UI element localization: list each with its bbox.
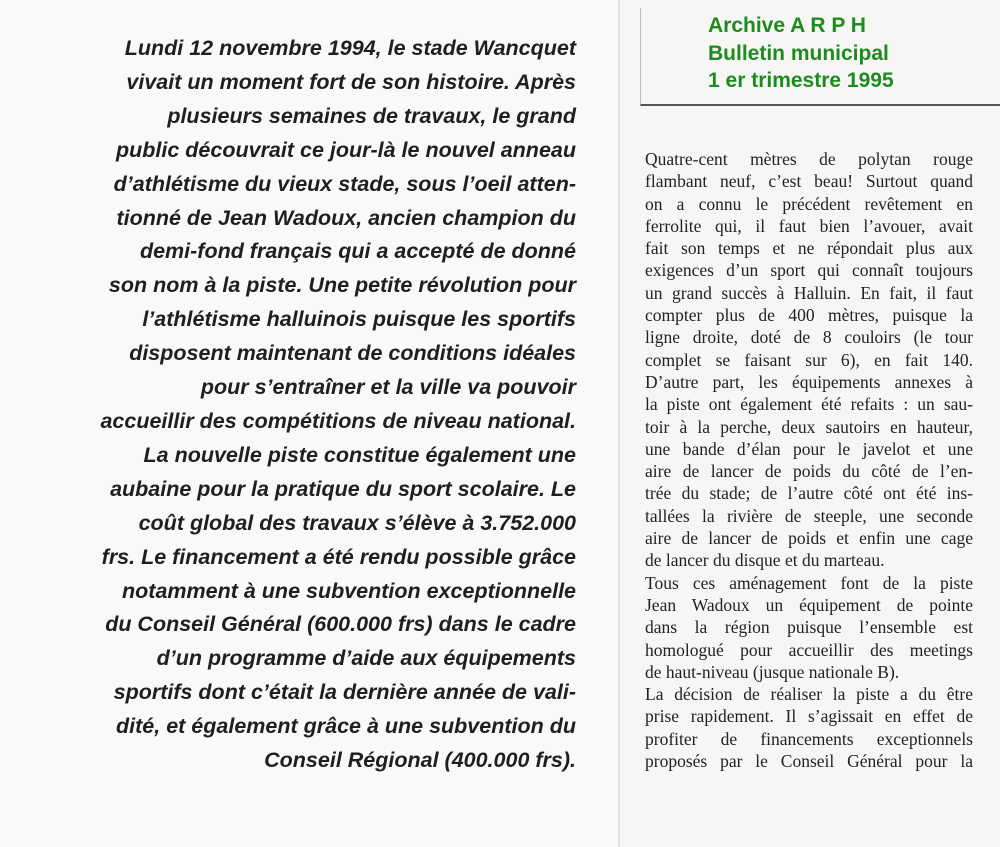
left-article-line: disposent maintenant de conditions idéales <box>129 341 576 366</box>
right-article-line: toir à la perche, deux sautoirs en hauteur, <box>645 416 973 437</box>
right-article-line: Quatre-cent mètres de polytan rouge <box>645 149 973 169</box>
left-article-line: Conseil Régional (400.000 frs). <box>264 748 576 773</box>
right-article-line: D’autre part, les équipements annexes à <box>645 371 973 392</box>
right-article-line: prise rapidement. Il s’agissait en effet de <box>645 706 973 727</box>
left-article-line: vivait un moment fort de son histoire. Après <box>126 69 576 94</box>
left-article-line: notamment à une subvention exceptionnelle <box>122 578 576 603</box>
right-article-line: exigences d’un sport qui connaît toujours <box>645 260 973 281</box>
left-article-line: dité, et également grâce à une subvention du <box>116 714 576 739</box>
right-article-line: Jean Wadoux un équipement de pointe <box>645 594 973 615</box>
left-article-line: Lundi 12 novembre 1994, le stade Wancquet <box>124 36 576 60</box>
archive-title: Archive A R P H <box>708 14 866 37</box>
right-article-line: on a connu le précédent revêtement en <box>645 193 973 214</box>
right-article-line: dans la région puisque l’ensemble est <box>645 617 973 638</box>
left-article-line: du Conseil Général (600.000 frs) dans le cadre <box>105 612 576 637</box>
left-article <box>36 32 576 778</box>
right-article-line: profiter de financements exceptionnels <box>645 728 973 749</box>
right-article-line: de haut-niveau (jusque nationale B). <box>645 661 900 682</box>
right-article <box>645 148 973 772</box>
left-article-line: pour s’entraîner et la ville va pouvoir <box>200 375 576 400</box>
right-article-line: ligne droite, doté de 8 couloirs (le tour <box>645 327 973 348</box>
left-article-line: frs. Le financement a été rendu possible grâce <box>101 544 576 569</box>
right-article-line: un grand succès à Halluin. En fait, il faut <box>645 282 973 303</box>
right-article-line: La décision de réaliser la piste a du être <box>645 684 973 705</box>
left-article-line: coût global des travaux s’élève à 3.752.000 <box>138 510 576 535</box>
left-article-line: son nom à la piste. Une petite révolution pour <box>108 273 576 298</box>
right-article-line: proposés par le Conseil Général pour la <box>645 751 973 772</box>
left-article-line: accueillir des compétitions de niveau national. <box>100 408 576 433</box>
left-article-line: demi-fond français qui a accepté de donné <box>139 239 576 264</box>
left-article-line: d’un programme d’aide aux équipements <box>156 646 576 671</box>
left-article-line: d’athlétisme du vieux stade, sous l’oeil atten- <box>113 171 576 196</box>
archive-date: 1 er trimestre 1995 <box>708 69 894 92</box>
right-article-line: aire de lancer de poids et enfin une cage <box>645 528 973 549</box>
right-article-line: de lancer du disque et du marteau. <box>645 550 885 571</box>
right-article-line: compter plus de 400 mètres, puisque la <box>645 305 973 326</box>
left-article-line: plusieurs semaines de travaux, le grand <box>167 103 576 128</box>
right-article-line: tallées la rivière de steeple, une seconde <box>645 505 973 526</box>
right-article-line: trée du stade; de l’autre côté ont été ins- <box>645 483 973 504</box>
left-article-line: La nouvelle piste constitue également une <box>143 442 576 467</box>
left-article-line: sportifs dont c’était la dernière année de vali- <box>113 680 576 705</box>
right-article-line: fait son temps et ne répondait plus aux <box>645 238 973 259</box>
right-article-line: Tous ces aménagement font de la piste <box>645 572 973 593</box>
right-article-line: ferrolite qui, il faut bien l’avouer, avait <box>645 215 973 236</box>
right-article-line: complet se faisant sur 6), en fait 140. <box>645 349 973 370</box>
right-article-line: une bande d’élan pour le javelot et une <box>645 438 973 459</box>
archive-header <box>708 12 894 95</box>
archive-source: Bulletin municipal <box>708 41 889 65</box>
right-article-line: aire de lancer de poids du côté de l’en- <box>645 461 973 482</box>
left-article-line: tionné de Jean Wadoux, ancien champion du <box>116 205 576 230</box>
right-article-line: homologué pour accueillir des meetings <box>645 639 973 660</box>
left-article-line: public découvrait ce jour-là le nouvel anneau <box>116 137 576 162</box>
left-article-line: aubaine pour la pratique du sport scolaire. Le <box>110 476 576 501</box>
right-article-line: flambant neuf, c’est beau! Surtout quand <box>645 171 973 192</box>
right-article-line: la piste ont également été refaits : un sau- <box>645 394 973 415</box>
left-article-line: l’athlétisme halluinois puisque les sportifs <box>142 307 576 332</box>
